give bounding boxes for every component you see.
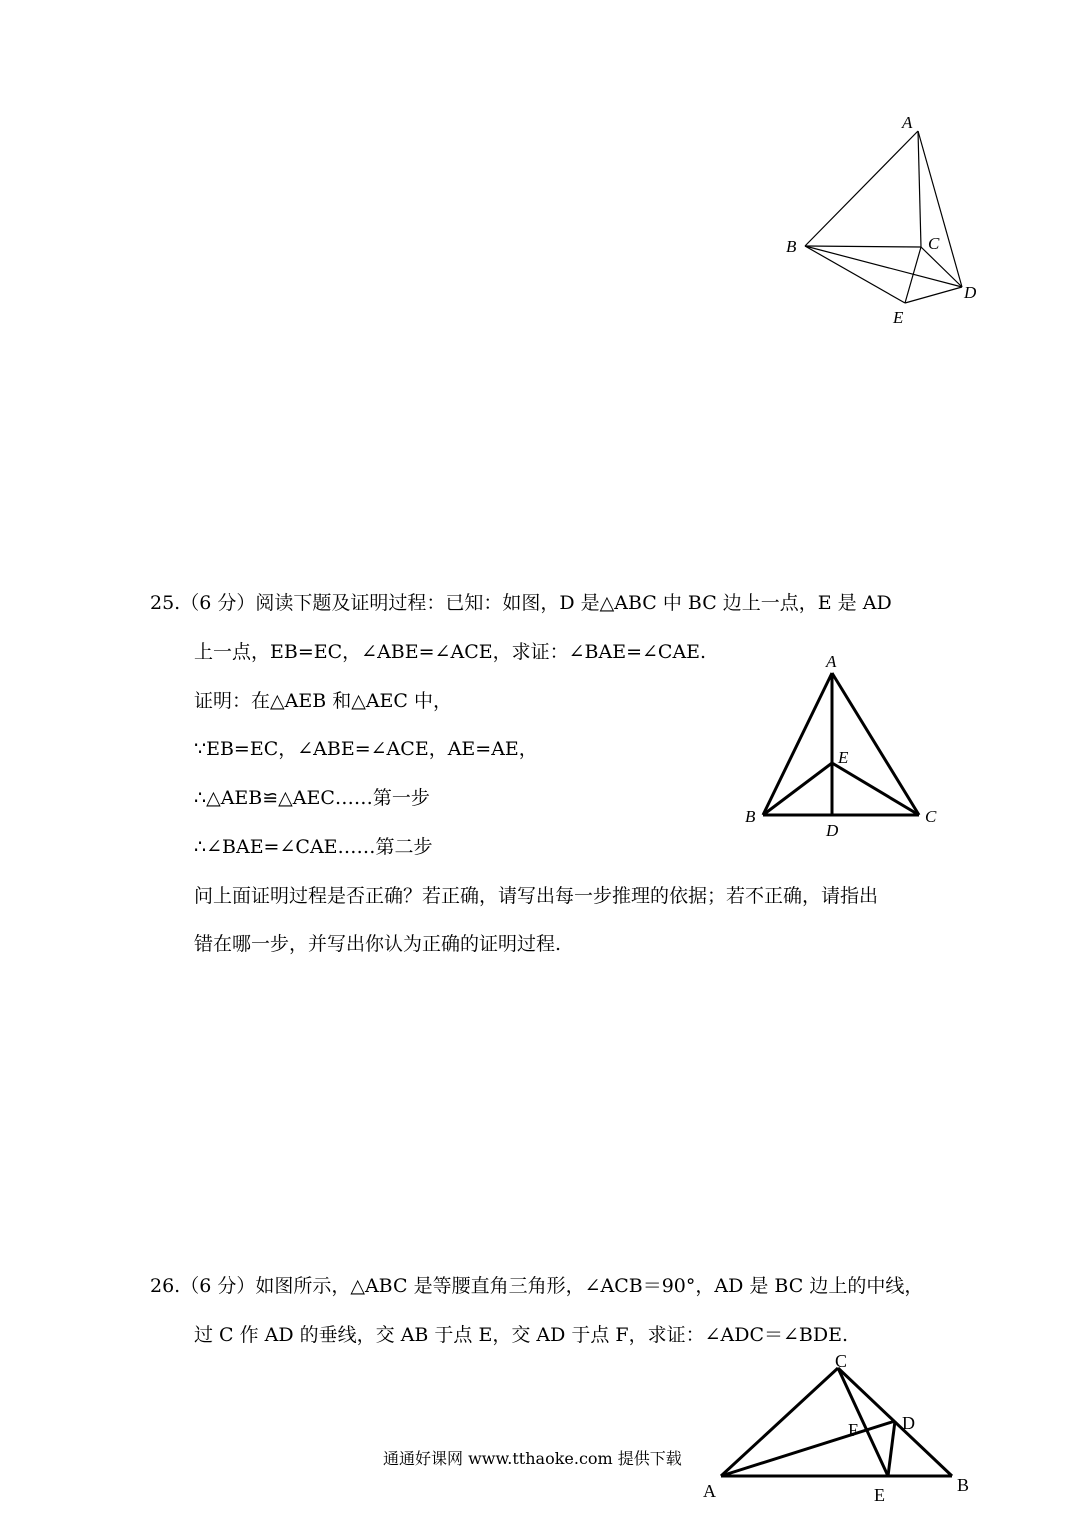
q26-line-2: 过 C 作 AD 的垂线，交 AB 于点 E，交 AD 于点 F，求证：∠ADC＝∠BDE.: [194, 1324, 849, 1346]
segment-CE: [832, 763, 919, 815]
segment-ED: [905, 287, 962, 303]
segment-AC: [918, 131, 921, 247]
point-label-D: D: [826, 821, 839, 840]
point-label-A: A: [703, 1481, 716, 1501]
point-label-B: B: [957, 1475, 970, 1495]
segment-AC: [832, 673, 919, 815]
point-label-D: D: [902, 1413, 915, 1433]
point-label-A: A: [902, 113, 913, 132]
point-label-E: E: [893, 308, 904, 327]
point-label-B: B: [786, 237, 797, 256]
point-label-C: C: [928, 234, 940, 253]
segment-CE: [905, 247, 921, 303]
point-label-E: E: [874, 1485, 885, 1505]
q25-line-3: 证明：在△AEB 和△AEC 中，: [194, 690, 452, 712]
q25-line-1: 25.（6 分）阅读下题及证明过程：已知：如图，D 是△ABC 中 BC 边上一点，E 是 AD: [150, 592, 892, 614]
q25-line-6: ∴∠BAE=∠CAE……第二步: [194, 836, 433, 858]
point-label-B: B: [745, 807, 756, 826]
segment-CA: [721, 1368, 838, 1476]
point-label-D: D: [964, 283, 977, 302]
point-label-E: E: [838, 748, 849, 767]
point-label-C: C: [925, 807, 937, 826]
point-label-F: F: [848, 1420, 859, 1440]
figure-q26-geometry: [695, 1352, 980, 1510]
figure-top-geometry: [770, 105, 990, 330]
segment-DE: [888, 1421, 895, 1476]
segment-BC: [805, 246, 921, 247]
q25-line-7: 问上面证明过程是否正确？若正确，请写出每一步推理的依据；若不正确，请指出: [194, 885, 879, 907]
q25-line-8: 错在哪一步，并写出你认为正确的证明过程.: [194, 933, 562, 955]
segment-CE: [838, 1368, 888, 1476]
segment-BE: [805, 246, 905, 303]
segment-AD: [721, 1421, 895, 1476]
point-label-C: C: [835, 1352, 848, 1371]
q25-line-2: 上一点，EB=EC，∠ABE=∠ACE，求证：∠BAE=∠CAE.: [194, 641, 707, 663]
segment-BE: [763, 763, 832, 815]
point-label-A: A: [826, 652, 837, 671]
segment-AD: [918, 131, 962, 287]
figure-q25-geometry: [740, 645, 950, 845]
q26-line-1: 26.（6 分）如图所示，△ABC 是等腰直角三角形，∠ACB＝90°，AD 是 BC 边上的中线，: [150, 1275, 924, 1297]
footer-source-text: 通通好课网 www.tthaoke.com 提供下载: [383, 1449, 682, 1468]
q25-line-5: ∴△AEB≌△AEC……第一步: [194, 787, 430, 809]
segment-AB: [763, 673, 832, 815]
segment-AB: [805, 131, 918, 246]
q25-line-4: ∵EB=EC，∠ABE=∠ACE，AE=AE，: [194, 738, 538, 760]
